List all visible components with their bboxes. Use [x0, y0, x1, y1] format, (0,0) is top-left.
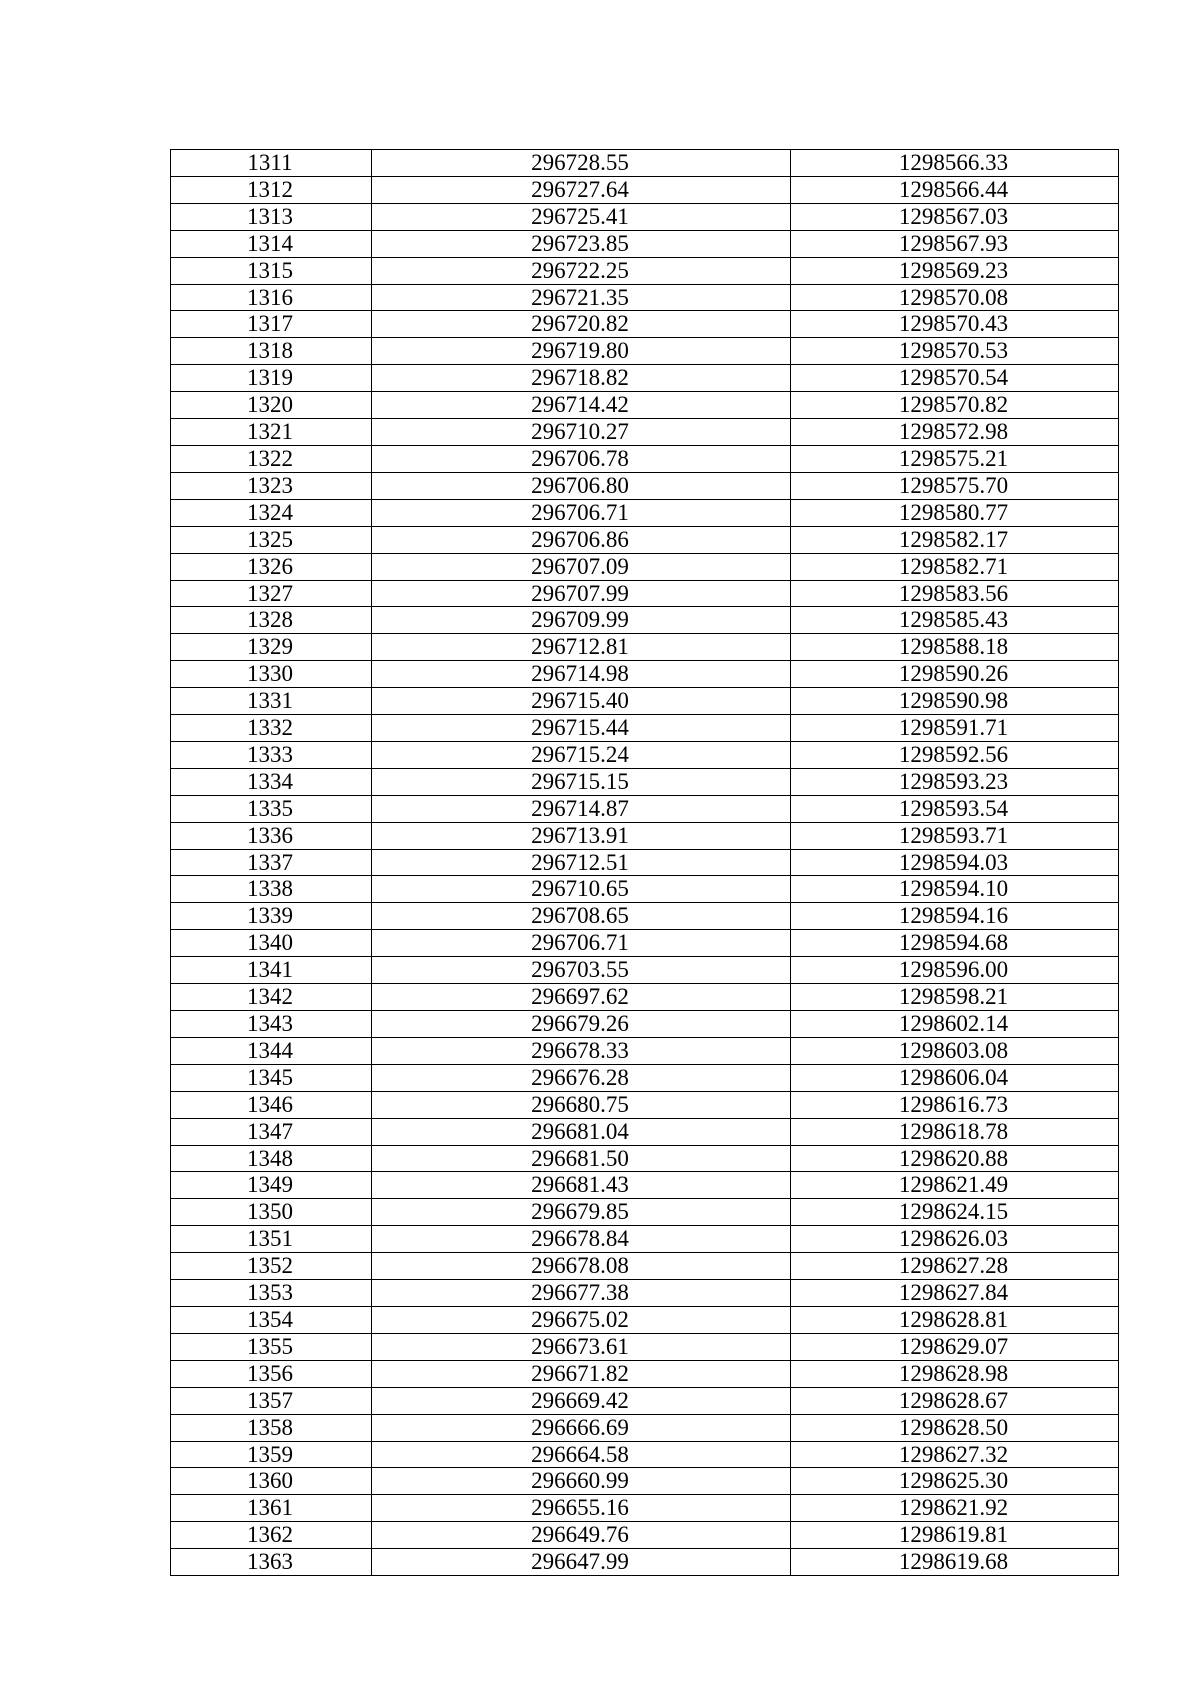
- table-row: [171, 849, 1119, 876]
- y-coordinate-cell: 1298627.32: [791, 1441, 1119, 1468]
- table-row: [171, 661, 1119, 688]
- table-row: [171, 338, 1119, 365]
- table-row: [171, 822, 1119, 849]
- table-row: [171, 1387, 1119, 1414]
- point-number-cell: 1357: [171, 1387, 372, 1414]
- point-number-cell: 1362: [171, 1522, 372, 1549]
- x-coordinate-cell: 296706.71: [372, 499, 791, 526]
- point-number-cell: 1352: [171, 1253, 372, 1280]
- table-row: [171, 607, 1119, 634]
- x-coordinate-cell: 296676.28: [372, 1064, 791, 1091]
- point-number-cell: 1355: [171, 1333, 372, 1360]
- y-coordinate-cell: 1298627.84: [791, 1280, 1119, 1307]
- table-row: [171, 1549, 1119, 1576]
- x-coordinate-cell: 296675.02: [372, 1306, 791, 1333]
- point-number-cell: 1348: [171, 1145, 372, 1172]
- point-number-cell: 1334: [171, 768, 372, 795]
- point-number-cell: 1331: [171, 688, 372, 715]
- point-number-cell: 1315: [171, 257, 372, 284]
- point-number-cell: 1335: [171, 795, 372, 822]
- point-number-cell: 1333: [171, 741, 372, 768]
- table-row: [171, 715, 1119, 742]
- x-coordinate-cell: 296710.27: [372, 419, 791, 446]
- table-row: [171, 1280, 1119, 1307]
- x-coordinate-cell: 296703.55: [372, 957, 791, 984]
- x-coordinate-cell: 296679.85: [372, 1199, 791, 1226]
- point-number-cell: 1316: [171, 284, 372, 311]
- table-row: [171, 1333, 1119, 1360]
- x-coordinate-cell: 296706.78: [372, 445, 791, 472]
- y-coordinate-cell: 1298594.16: [791, 903, 1119, 930]
- x-coordinate-cell: 296714.87: [372, 795, 791, 822]
- point-number-cell: 1346: [171, 1091, 372, 1118]
- point-number-cell: 1351: [171, 1226, 372, 1253]
- point-number-cell: 1347: [171, 1118, 372, 1145]
- table-row: [171, 1468, 1119, 1495]
- y-coordinate-cell: 1298575.70: [791, 472, 1119, 499]
- x-coordinate-cell: 296697.62: [372, 984, 791, 1011]
- point-number-cell: 1336: [171, 822, 372, 849]
- table-row: [171, 930, 1119, 957]
- y-coordinate-cell: 1298628.81: [791, 1306, 1119, 1333]
- point-number-cell: 1311: [171, 150, 372, 177]
- y-coordinate-cell: 1298594.68: [791, 930, 1119, 957]
- x-coordinate-cell: 296678.08: [372, 1253, 791, 1280]
- y-coordinate-cell: 1298590.26: [791, 661, 1119, 688]
- point-number-cell: 1340: [171, 930, 372, 957]
- x-coordinate-cell: 296727.64: [372, 176, 791, 203]
- point-number-cell: 1321: [171, 419, 372, 446]
- x-coordinate-cell: 296681.43: [372, 1172, 791, 1199]
- point-number-cell: 1350: [171, 1199, 372, 1226]
- point-number-cell: 1317: [171, 311, 372, 338]
- point-number-cell: 1326: [171, 553, 372, 580]
- x-coordinate-cell: 296647.99: [372, 1549, 791, 1576]
- coordinate-table-body: [171, 150, 1119, 1576]
- point-number-cell: 1322: [171, 445, 372, 472]
- x-coordinate-cell: 296677.38: [372, 1280, 791, 1307]
- table-row: [171, 1064, 1119, 1091]
- table-row: [171, 580, 1119, 607]
- x-coordinate-cell: 296706.86: [372, 526, 791, 553]
- point-number-cell: 1318: [171, 338, 372, 365]
- x-coordinate-cell: 296706.80: [372, 472, 791, 499]
- x-coordinate-cell: 296723.85: [372, 230, 791, 257]
- y-coordinate-cell: 1298566.33: [791, 150, 1119, 177]
- y-coordinate-cell: 1298594.03: [791, 849, 1119, 876]
- table-row: [171, 1360, 1119, 1387]
- point-number-cell: 1359: [171, 1441, 372, 1468]
- table-row: [171, 795, 1119, 822]
- table-row: [171, 365, 1119, 392]
- table-row: [171, 311, 1119, 338]
- y-coordinate-cell: 1298572.98: [791, 419, 1119, 446]
- table-row: [171, 230, 1119, 257]
- table-row: [171, 1011, 1119, 1038]
- y-coordinate-cell: 1298569.23: [791, 257, 1119, 284]
- point-number-cell: 1360: [171, 1468, 372, 1495]
- y-coordinate-cell: 1298628.98: [791, 1360, 1119, 1387]
- y-coordinate-cell: 1298619.81: [791, 1522, 1119, 1549]
- x-coordinate-cell: 296710.65: [372, 876, 791, 903]
- point-number-cell: 1339: [171, 903, 372, 930]
- y-coordinate-cell: 1298620.88: [791, 1145, 1119, 1172]
- x-coordinate-cell: 296666.69: [372, 1414, 791, 1441]
- y-coordinate-cell: 1298593.54: [791, 795, 1119, 822]
- table-row: [171, 284, 1119, 311]
- y-coordinate-cell: 1298629.07: [791, 1333, 1119, 1360]
- y-coordinate-cell: 1298585.43: [791, 607, 1119, 634]
- x-coordinate-cell: 296673.61: [372, 1333, 791, 1360]
- y-coordinate-cell: 1298603.08: [791, 1037, 1119, 1064]
- x-coordinate-cell: 296719.80: [372, 338, 791, 365]
- x-coordinate-cell: 296708.65: [372, 903, 791, 930]
- x-coordinate-cell: 296713.91: [372, 822, 791, 849]
- point-number-cell: 1314: [171, 230, 372, 257]
- point-number-cell: 1358: [171, 1414, 372, 1441]
- x-coordinate-cell: 296712.81: [372, 634, 791, 661]
- table-row: [171, 634, 1119, 661]
- table-row: [171, 392, 1119, 419]
- y-coordinate-cell: 1298570.43: [791, 311, 1119, 338]
- x-coordinate-cell: 296715.24: [372, 741, 791, 768]
- y-coordinate-cell: 1298570.53: [791, 338, 1119, 365]
- y-coordinate-cell: 1298616.73: [791, 1091, 1119, 1118]
- x-coordinate-cell: 296728.55: [372, 150, 791, 177]
- table-row: [171, 1495, 1119, 1522]
- y-coordinate-cell: 1298618.78: [791, 1118, 1119, 1145]
- y-coordinate-cell: 1298590.98: [791, 688, 1119, 715]
- y-coordinate-cell: 1298592.56: [791, 741, 1119, 768]
- point-number-cell: 1353: [171, 1280, 372, 1307]
- y-coordinate-cell: 1298570.54: [791, 365, 1119, 392]
- x-coordinate-cell: 296721.35: [372, 284, 791, 311]
- y-coordinate-cell: 1298625.30: [791, 1468, 1119, 1495]
- point-number-cell: 1312: [171, 176, 372, 203]
- table-row: [171, 553, 1119, 580]
- table-row: [171, 741, 1119, 768]
- x-coordinate-cell: 296714.42: [372, 392, 791, 419]
- point-number-cell: 1361: [171, 1495, 372, 1522]
- x-coordinate-cell: 296669.42: [372, 1387, 791, 1414]
- x-coordinate-cell: 296725.41: [372, 203, 791, 230]
- x-coordinate-cell: 296679.26: [372, 1011, 791, 1038]
- y-coordinate-cell: 1298594.10: [791, 876, 1119, 903]
- y-coordinate-cell: 1298567.03: [791, 203, 1119, 230]
- y-coordinate-cell: 1298606.04: [791, 1064, 1119, 1091]
- table-row: [171, 526, 1119, 553]
- x-coordinate-cell: 296681.04: [372, 1118, 791, 1145]
- table-row: [171, 1091, 1119, 1118]
- x-coordinate-cell: 296649.76: [372, 1522, 791, 1549]
- table-row: [171, 1226, 1119, 1253]
- point-number-cell: 1349: [171, 1172, 372, 1199]
- x-coordinate-cell: 296715.44: [372, 715, 791, 742]
- point-number-cell: 1320: [171, 392, 372, 419]
- table-row: [171, 768, 1119, 795]
- table-row: [171, 203, 1119, 230]
- y-coordinate-cell: 1298570.82: [791, 392, 1119, 419]
- y-coordinate-cell: 1298596.00: [791, 957, 1119, 984]
- x-coordinate-cell: 296706.71: [372, 930, 791, 957]
- table-row: [171, 876, 1119, 903]
- x-coordinate-cell: 296678.33: [372, 1037, 791, 1064]
- y-coordinate-cell: 1298628.50: [791, 1414, 1119, 1441]
- table-row: [171, 1118, 1119, 1145]
- point-number-cell: 1338: [171, 876, 372, 903]
- table-row: [171, 419, 1119, 446]
- y-coordinate-cell: 1298593.23: [791, 768, 1119, 795]
- y-coordinate-cell: 1298567.93: [791, 230, 1119, 257]
- x-coordinate-cell: 296707.99: [372, 580, 791, 607]
- table-row: [171, 176, 1119, 203]
- point-number-cell: 1324: [171, 499, 372, 526]
- point-number-cell: 1313: [171, 203, 372, 230]
- table-row: [171, 1414, 1119, 1441]
- y-coordinate-cell: 1298566.44: [791, 176, 1119, 203]
- table-row: [171, 957, 1119, 984]
- x-coordinate-cell: 296681.50: [372, 1145, 791, 1172]
- table-row: [171, 1172, 1119, 1199]
- y-coordinate-cell: 1298626.03: [791, 1226, 1119, 1253]
- y-coordinate-cell: 1298575.21: [791, 445, 1119, 472]
- x-coordinate-cell: 296709.99: [372, 607, 791, 634]
- x-coordinate-cell: 296655.16: [372, 1495, 791, 1522]
- table-row: [171, 257, 1119, 284]
- table-row: [171, 1199, 1119, 1226]
- point-number-cell: 1363: [171, 1549, 372, 1576]
- x-coordinate-cell: 296707.09: [372, 553, 791, 580]
- point-number-cell: 1343: [171, 1011, 372, 1038]
- point-number-cell: 1344: [171, 1037, 372, 1064]
- table-row: [171, 1253, 1119, 1280]
- point-number-cell: 1328: [171, 607, 372, 634]
- y-coordinate-cell: 1298627.28: [791, 1253, 1119, 1280]
- y-coordinate-cell: 1298593.71: [791, 822, 1119, 849]
- y-coordinate-cell: 1298591.71: [791, 715, 1119, 742]
- x-coordinate-cell: 296720.82: [372, 311, 791, 338]
- table-row: [171, 445, 1119, 472]
- x-coordinate-cell: 296718.82: [372, 365, 791, 392]
- y-coordinate-cell: 1298582.17: [791, 526, 1119, 553]
- x-coordinate-cell: 296712.51: [372, 849, 791, 876]
- table-row: [171, 688, 1119, 715]
- point-number-cell: 1342: [171, 984, 372, 1011]
- y-coordinate-cell: 1298621.92: [791, 1495, 1119, 1522]
- point-number-cell: 1323: [171, 472, 372, 499]
- y-coordinate-cell: 1298621.49: [791, 1172, 1119, 1199]
- table-row: [171, 1037, 1119, 1064]
- x-coordinate-cell: 296671.82: [372, 1360, 791, 1387]
- table-row: [171, 150, 1119, 177]
- x-coordinate-cell: 296714.98: [372, 661, 791, 688]
- point-number-cell: 1330: [171, 661, 372, 688]
- x-coordinate-cell: 296680.75: [372, 1091, 791, 1118]
- table-row: [171, 1441, 1119, 1468]
- coordinate-table: [170, 149, 1119, 1576]
- y-coordinate-cell: 1298598.21: [791, 984, 1119, 1011]
- point-number-cell: 1329: [171, 634, 372, 661]
- table-row: [171, 1145, 1119, 1172]
- x-coordinate-cell: 296715.40: [372, 688, 791, 715]
- y-coordinate-cell: 1298619.68: [791, 1549, 1119, 1576]
- table-row: [171, 1306, 1119, 1333]
- x-coordinate-cell: 296664.58: [372, 1441, 791, 1468]
- x-coordinate-cell: 296722.25: [372, 257, 791, 284]
- point-number-cell: 1356: [171, 1360, 372, 1387]
- point-number-cell: 1325: [171, 526, 372, 553]
- y-coordinate-cell: 1298580.77: [791, 499, 1119, 526]
- x-coordinate-cell: 296660.99: [372, 1468, 791, 1495]
- y-coordinate-cell: 1298583.56: [791, 580, 1119, 607]
- point-number-cell: 1341: [171, 957, 372, 984]
- table-row: [171, 1522, 1119, 1549]
- x-coordinate-cell: 296715.15: [372, 768, 791, 795]
- y-coordinate-cell: 1298570.08: [791, 284, 1119, 311]
- y-coordinate-cell: 1298628.67: [791, 1387, 1119, 1414]
- point-number-cell: 1319: [171, 365, 372, 392]
- table-row: [171, 984, 1119, 1011]
- point-number-cell: 1337: [171, 849, 372, 876]
- y-coordinate-cell: 1298624.15: [791, 1199, 1119, 1226]
- x-coordinate-cell: 296678.84: [372, 1226, 791, 1253]
- y-coordinate-cell: 1298602.14: [791, 1011, 1119, 1038]
- y-coordinate-cell: 1298588.18: [791, 634, 1119, 661]
- point-number-cell: 1354: [171, 1306, 372, 1333]
- point-number-cell: 1345: [171, 1064, 372, 1091]
- point-number-cell: 1327: [171, 580, 372, 607]
- point-number-cell: 1332: [171, 715, 372, 742]
- table-row: [171, 903, 1119, 930]
- y-coordinate-cell: 1298582.71: [791, 553, 1119, 580]
- table-row: [171, 499, 1119, 526]
- table-row: [171, 472, 1119, 499]
